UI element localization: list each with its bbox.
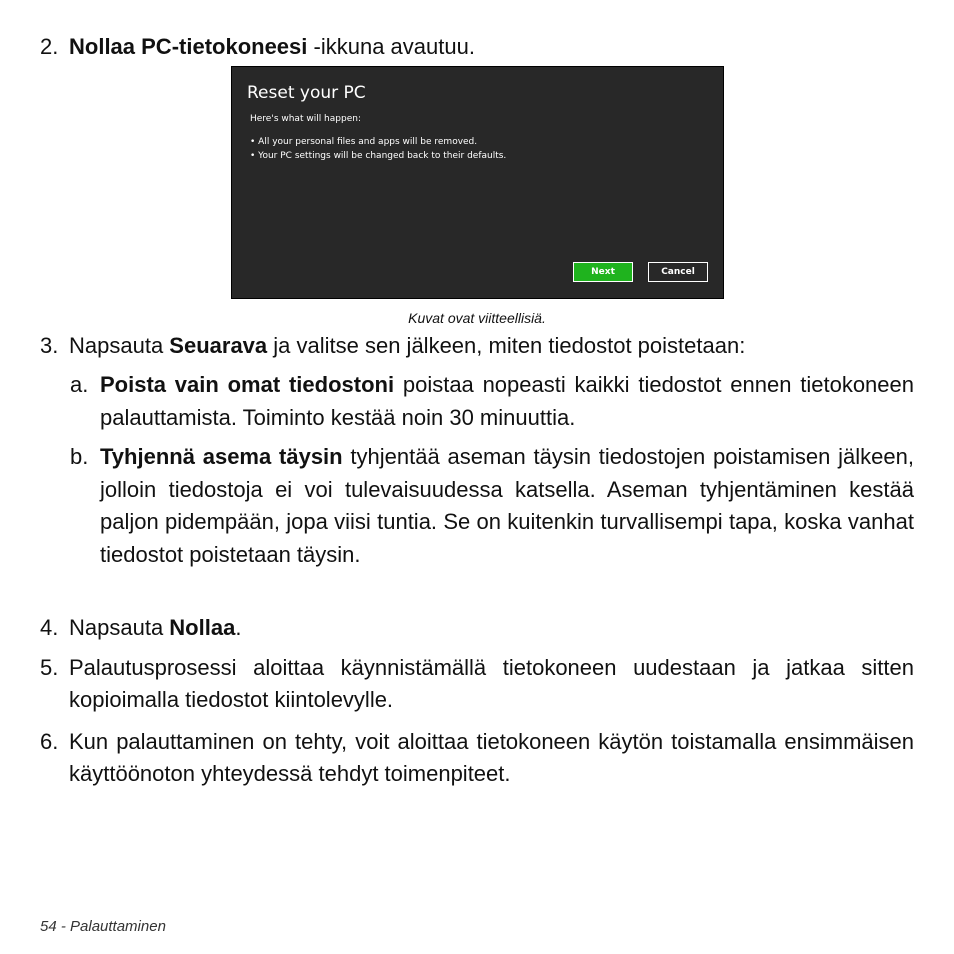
step-4 [40,612,914,644]
step-3a [70,369,914,434]
step-letter: a. [70,372,89,397]
step-text: Napsauta [69,615,170,640]
step-text: . [235,615,242,640]
step-bold: Tyhjennä asema täysin [100,444,343,469]
step-2 [40,31,914,63]
step-3b [70,441,914,571]
step-number: 2. [40,34,59,59]
cancel-button: Cancel [648,262,708,282]
step-text: -ikkuna avautuu. [307,34,475,59]
step-bold: Nollaa [169,615,236,640]
page-footer: 54 - Palauttaminen [40,918,166,935]
dialog-bullet: • Your PC settings will be changed back to their defaults. [250,151,507,161]
step-number: 3. [40,333,59,358]
step-5 [40,652,914,716]
step-text: Kun palauttaminen on tehty, voit aloittaa tietokoneen käytön toistamalla ensimmäisen käyttöönoton yhteydessä tehdyt toimenpiteet. [69,729,914,786]
step-3 [40,330,914,362]
step-number: 6. [40,729,59,754]
step-text: ja valitse sen jälkeen, miten tiedostot poistetaan: [267,333,746,358]
step-text: Napsauta [69,333,170,358]
next-button: Next [573,262,633,282]
step-letter: b. [70,444,89,469]
dialog-subtitle: Here's what will happen: [250,114,361,124]
step-6 [40,726,914,790]
step-text: tyhjentää aseman täysin tiedostojen poistamisen jälkeen, jolloin tiedostoja ei voi tulevaisuudessa katsella. Aseman tyhjentäminen kestää paljon pidempään, jopa viisi tuntia. Se on kuitenkin turvallisempi tapa, koska vanhat tiedostot poistetaan täysin. [100,444,914,567]
dialog-bullet: • All your personal files and apps will be removed. [250,137,478,147]
step-bold: Poista vain omat tiedostoni [100,372,395,397]
reset-pc-dialog-image [231,66,724,299]
step-text: poistaa nopeasti kaikki tiedostot ennen tietokoneen palauttamista. Toiminto kestää noin 30 minuuttia. [100,372,914,430]
dialog-title: Reset your PC [247,83,366,103]
step-number: 5. [40,655,59,680]
step-bold: Nollaa PC-tietokoneesi [69,34,308,59]
image-caption: Kuvat ovat viitteellisiä. [408,310,546,326]
step-number: 4. [40,615,59,640]
step-bold: Seuarava [169,333,268,358]
step-text: Palautusprosessi aloittaa käynnistämällä tietokoneen uudestaan ja jatkaa sitten kopioimalla tiedostot kiintolevylle. [69,655,914,712]
